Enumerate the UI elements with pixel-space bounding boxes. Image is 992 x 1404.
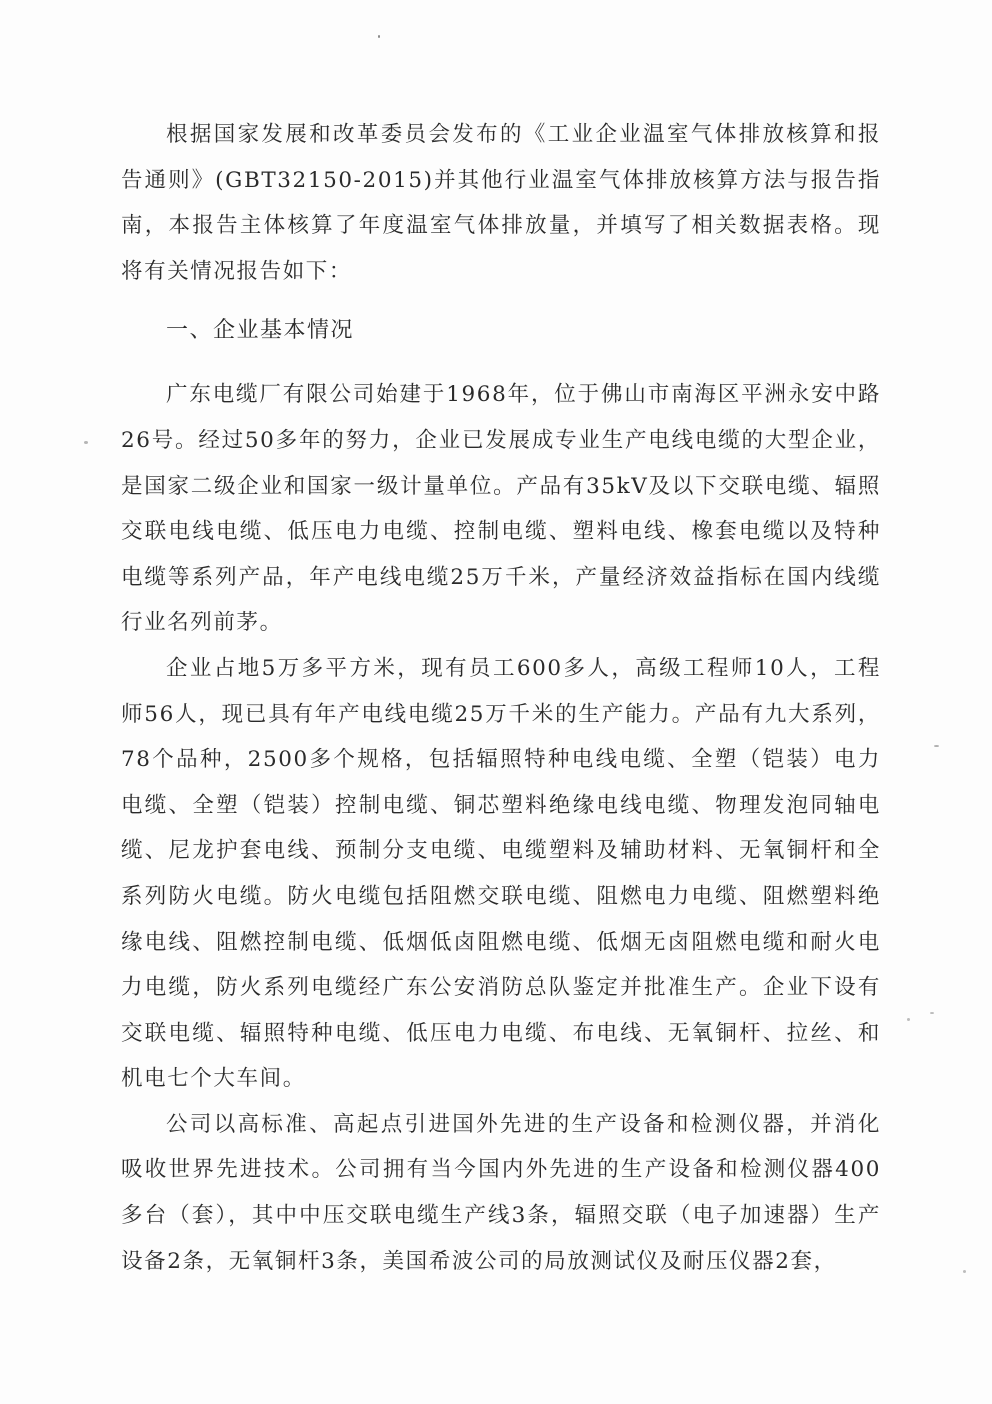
scan-speck <box>84 441 88 444</box>
scan-speck <box>930 1012 934 1014</box>
scan-speck <box>963 1270 966 1273</box>
body-paragraph-2: 企业占地5万多平方米，现有员工600多人，高级工程师10人，工程师56人，现已具有年产电线电缆25万千米的生产能力。产品有九大系列，78个品种，2500多个规格，包括辐照特种电线电缆、全塑（铠装）电力电缆、全塑（铠装）控制电缆、铜芯塑料绝缘电线电缆、物理发泡同轴电缆、尼龙护套电线、预制分支电缆、电缆塑料及辅助材料、无氧铜杆和全系列防火电缆。防火电缆包括阻燃交联电缆、阻燃电力电缆、阻燃塑料绝缘电线、阻燃控制电缆、低烟低卤阻燃电缆、低烟无卤阻燃电缆和耐火电力电缆，防火系列电缆经广东公安消防总队鉴定并批准生产。企业下设有交联电缆、辐照特种电缆、低压电力电缆、布电线、无氧铜杆、拉丝、和机电七个大车间。 <box>121 655 881 1092</box>
section-heading: 一、企业基本情况 <box>166 318 355 344</box>
intro-paragraph: 根据国家发展和改革委员会发布的《工业企业温室气体排放核算和报告通则》(GBT32150-2015)并其他行业温室气体排放核算方法与报告指南，本报告主体核算了年度温室气体排放量，并填写了相关数据表格。现将有关情况报告如下： <box>121 122 881 284</box>
scan-speck <box>907 1018 910 1021</box>
scan-speck <box>934 745 939 747</box>
body-paragraph-1: 广东电缆厂有限公司始建于1968年，位于佛山市南海区平洲永安中路26号。经过50多年的努力，企业已发展成专业生产电线电缆的大型企业，是国家二级企业和国家一级计量单位。产品有35kV及以下交联电缆、辐照交联电线电缆、低压电力电缆、控制电缆、塑料电线、橡套电缆以及特种电缆等系列产品，年产电线电缆25万千米，产量经济效益指标在国内线缆行业名列前茅。 <box>121 382 881 636</box>
scan-speck <box>378 35 380 38</box>
body-paragraph-3: 公司以高标准、高起点引进国外先进的生产设备和检测仪器，并消化吸收世界先进技术。公司拥有当今国内外先进的生产设备和检测仪器400多台（套），其中中压交联电缆生产线3条，辐照交联（电子加速器）生产设备2条，无氧铜杆3条，美国希波公司的局放测试仪及耐压仪器2套， <box>121 1111 881 1274</box>
document-body <box>121 112 881 1284</box>
